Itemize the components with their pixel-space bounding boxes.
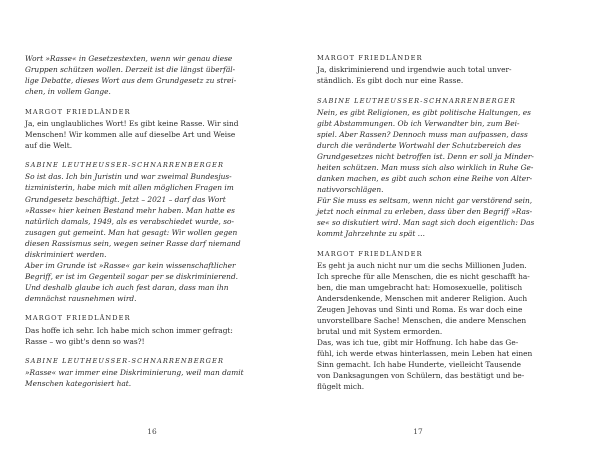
speaker-name: MARGOT FRIEDLÄNDER — [317, 249, 423, 258]
text-line: tizministerin, habe mich mit allen möglichen Fragen im — [25, 183, 234, 193]
right-page-text — [317, 53, 575, 392]
speech-paragraph — [25, 118, 283, 151]
page-number-left: 16 — [147, 427, 157, 436]
paragraph-gap — [317, 239, 575, 249]
text-line: Menschen! Wir kommen alle auf dieselbe Art und Weise — [25, 129, 236, 139]
text-line: flügelt mich. — [317, 382, 365, 392]
text-line: Ich spreche für alle Menschen, die es nicht geschafft ha- — [317, 271, 530, 281]
text-line: Das hoffe ich sehr. Ich habe mich schon immer gefragt: — [25, 325, 233, 335]
text-line: Menschen kategorisiert hat. — [25, 379, 132, 389]
paragraph-gap — [25, 151, 283, 161]
text-line: Es geht ja auch nicht nur um die sechs Millionen Juden. — [317, 260, 527, 270]
text-line: unvorstellbare Sache! Menschen, die andere Menschen — [317, 316, 527, 326]
speech-paragraph — [317, 107, 575, 240]
text-line: lige Debatte, dieses Wort aus dem Grundgesetz zu strei- — [25, 76, 237, 86]
text-line: Begriff, er ist im Gegenteil sogar per se diskriminierend. — [25, 271, 239, 281]
text-line: auf die Welt. — [25, 140, 73, 150]
page-number-right: 17 — [413, 427, 423, 436]
text-line: durch die veränderte Wortwahl der Schutzbereich des — [317, 140, 522, 150]
text-line: von Danksagungen von Schülern, das bestätigt und be- — [317, 371, 525, 381]
text-line: diesen Rassismus sein, wegen seiner Rasse darf niemand — [25, 238, 241, 248]
speech-paragraph — [25, 171, 283, 304]
text-line: »Rasse« hier keinen Bestand mehr haben. Man hatte es — [25, 205, 235, 215]
text-line: diskriminiert werden. — [25, 249, 107, 259]
text-line: demnächst rausnehmen wird. — [25, 293, 137, 303]
text-line: Grundgesetz beschäftigt. Jetzt – 2021 – darf das Wort — [25, 194, 226, 204]
text-line: »Rasse« war immer eine Diskriminierung, weil man damit — [25, 368, 244, 378]
text-line: kommt Jahrzehnte zu spät … — [317, 229, 426, 239]
text-line: gibt Abstammungen. Ob ich Verwandter bin, zum Bei- — [317, 118, 520, 128]
text-line: Das, was ich tue, gibt mir Hoffnung. Ich habe das Ge- — [317, 338, 519, 348]
text-line: natürlich damals, 1949, als es verabschiedet wurde, so- — [25, 216, 234, 226]
text-line: Nein, es gibt Religionen, es gibt politische Haltungen, es — [317, 107, 531, 117]
speaker-name: MARGOT FRIEDLÄNDER — [25, 107, 131, 116]
speaker-name: SABINE LEUTHEUSSER-SCHNARRENBERGER — [317, 96, 517, 105]
text-line: zusagen gut gemeint. Man hat gesagt: Wir wollen gegen — [25, 227, 238, 237]
text-line: chen, in vollem Gange. — [25, 87, 111, 97]
text-line: Für Sie muss es seltsam, wenn nicht gar verstörend sein, — [317, 196, 533, 206]
speech-paragraph — [25, 53, 283, 97]
text-line: jetzt noch einmal zu erleben, dass über den Begriff »Ras- — [317, 207, 533, 217]
text-line: ben, die man umgebracht hat: Homosexuelle, politisch — [317, 282, 523, 292]
speech-paragraph — [25, 325, 283, 347]
text-line: Zeugen Jehovas und Sinti und Roma. Es war doch eine — [317, 304, 523, 314]
text-line: Gruppen schützen wollen. Derzeit ist die längst überfäl- — [25, 65, 236, 75]
speech-paragraph — [25, 367, 283, 389]
speech-paragraph — [317, 64, 575, 86]
speaker-name: SABINE LEUTHEUSSER-SCHNARRENBERGER — [25, 357, 225, 366]
left-page-text — [25, 53, 283, 389]
right-page — [300, 0, 600, 467]
paragraph-gap — [317, 86, 575, 96]
text-line: Andersdenkende, Menschen mit anderer Religion. Auch — [317, 293, 528, 303]
text-line: ständlich. Es gibt doch nur eine Rasse. — [317, 76, 464, 86]
text-line: brutal und mit System ermorden. — [317, 327, 443, 337]
paragraph-gap — [25, 304, 283, 314]
text-line: se« so diskutiert wird. Man sagt sich doch eigentlich: Das — [317, 218, 535, 228]
text-line: Aber im Grunde ist »Rasse« gar kein wissenschaftlicher — [25, 260, 236, 270]
paragraph-gap — [25, 347, 283, 357]
speaker-name: SABINE LEUTHEUSSER-SCHNARRENBERGER — [25, 161, 225, 170]
paragraph-gap — [25, 97, 283, 107]
text-line: Ja, ein unglaubliches Wort! Es gibt keine Rasse. Wir sind — [25, 118, 239, 128]
text-line: danken machen, es gibt auch schon eine Reihe von Alter- — [317, 173, 533, 183]
text-line: Sinn gemacht. Ich habe Hunderte, vielleicht Tausende — [317, 360, 521, 370]
text-line: So ist das. Ich bin Juristin und war zweimal Bundesjus- — [25, 172, 232, 182]
speaker-name: MARGOT FRIEDLÄNDER — [25, 314, 131, 323]
text-line: Rasse – wo gibt's denn so was?! — [25, 336, 145, 346]
text-line: Wort »Rasse« in Gesetzestexten, wenn wir genau diese — [25, 54, 233, 63]
text-line: Und deshalb glaube ich auch fest daran, dass man ihn — [25, 282, 229, 292]
text-line: fühl, ich werde etwas hinterlassen, mein Leben hat einen — [317, 349, 533, 359]
speech-paragraph — [317, 260, 575, 393]
text-line: spiel. Aber Rassen? Dennoch muss man aufpassen, dass — [317, 129, 528, 139]
text-line: Ja, diskriminierend und irgendwie auch total unver- — [317, 65, 512, 75]
text-line: nativvorschlägen. — [317, 185, 384, 195]
speaker-name: MARGOT FRIEDLÄNDER — [317, 54, 423, 62]
text-line: heiten schützen. Man muss sich also wirklich in Ruhe Ge- — [317, 162, 534, 172]
text-line: Grundgesetzes nicht betroffen ist. Denn er soll ja Minder- — [317, 151, 534, 161]
